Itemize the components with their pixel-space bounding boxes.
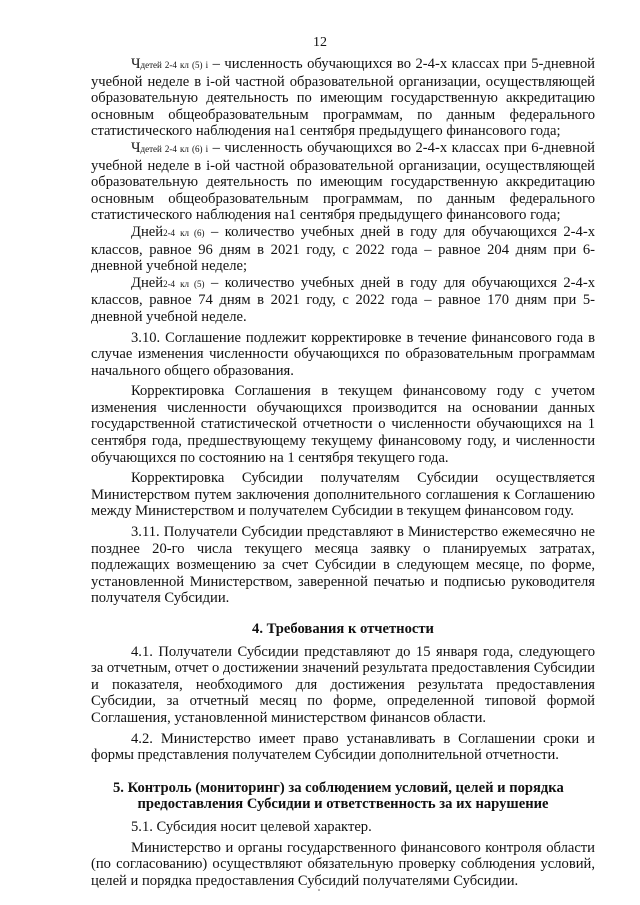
scan-mark: [318, 889, 320, 891]
paragraph-days-6day: [91, 224, 595, 275]
section-5-heading-line2: предоставления Субсидии и ответственность за их нарушение: [137, 796, 549, 813]
paragraph-3-10: 3.10. Соглашение подлежит корректировке в течение финансового года в случае изменения численности обучающихся по образовательным программам начального общего образования.: [91, 329, 595, 379]
formula-subscript: 2-4 кл (6): [163, 227, 205, 238]
formula-subscript: 2-4 кл (5): [163, 278, 205, 289]
paragraph-4-1: 4.1. Получатели Субсидии представляют до 15 января года, следующего за отчетным, отчет о достижении значений результата предоставления Субсидии и показателя, необходимого для достижения результата предоставления Субсидии, за отчетный месяц по форме, определенной типовой формой Соглашения, установленной министерством финансов области.: [91, 643, 595, 726]
formula-subscript: детей 2-4 кл (6) i: [140, 143, 209, 154]
section-5-heading: [91, 780, 595, 813]
paragraph-text: – численность обучающихся во 2-4-х классах при 5-дневной учебной неделе в i-ой частной образовательной организации, осуществляющей образовательную деятельность по имеющим государственную аккредитацию основным общеобразовательным программам, по данным федерального статистического наблюдения на1 сентября предыдущего финансового года;: [91, 56, 595, 140]
paragraph-days-5day: [91, 275, 595, 326]
paragraph-text: – количество учебных дней в году для обучающихся 2-4-х классов, равное 96 дням в 2021 году, с 2022 года – равное 204 дням при 6-дневной учебной неделе;: [91, 223, 595, 275]
paragraph-4-2: 4.2. Министерство имеет право устанавливать в Соглашении сроки и формы представления получателем Субсидии дополнительной отчетности.: [91, 730, 595, 764]
formula-symbol: Дней: [131, 274, 164, 291]
paragraph-text: – численность обучающихся во 2-4-х классах при 6-дневной учебной неделе в i-ой частной образовательной организации, осуществляющей образовательную деятельность по имеющим государственную аккредитацию основным общеобразовательным программам, по данным федерального статистического наблюдения на1 сентября предыдущего финансового года;: [91, 139, 595, 224]
paragraph-children-6day: [91, 140, 595, 224]
section-5-heading-line1: 5. Контроль (мониторинг) за соблюдением условий, целей и порядка: [113, 779, 564, 796]
paragraph-5-control: Министерство и органы государственного финансового контроля области (по согласованию) осуществляют обязательную проверку соблюдения условий, целей и порядка предоставления Субсидий получателями Субсидии.: [91, 839, 595, 889]
formula-subscript: детей 2-4 кл (5) i: [140, 60, 209, 70]
paragraph-5-1: 5.1. Субсидия носит целевой характер.: [131, 818, 372, 835]
formula-symbol: Дней: [131, 223, 164, 240]
formula-symbol: Ч: [131, 56, 141, 72]
page-number: 12: [313, 35, 327, 50]
document-body: [91, 56, 595, 889]
formula-symbol: Ч: [131, 139, 141, 156]
paragraph-correction-agreement: Корректировка Соглашения в текущем финансовому году с учетом изменения численности обучающихся производится на основании данных государственной статистической отчетности о численности обучающихся на 1 сентября года, предшествующему текущему финансовому году, и численности обучающихся по состоянию на 1 сентября текущего года.: [91, 383, 595, 466]
section-4-heading: 4. Требования к отчетности: [252, 621, 434, 637]
paragraph-3-11: 3.11. Получатели Субсидии представляют в Министерство ежемесячно не позднее 20-го числа текущего месяца заявку о планируемых затратах, подлежащих возмещению за счет Субсидии в следующем месяце, по форме, установленной Министерством, заверенной печатью и подписью руководителя получателя Субсидии.: [91, 524, 595, 607]
paragraph-children-5day: [91, 56, 595, 140]
paragraph-correction-subsidy: Корректировка Субсидии получателям Субсидии осуществляется Министерством путем заключения дополнительного соглашения к Соглашению между Министерством и получателем Субсидии в текущем финансовом году.: [91, 470, 595, 520]
paragraph-text: – количество учебных дней в году для обучающихся 2-4-х классов, равное 74 дням в 2021 году, с 2022 года – равное 170 дням при 5-дневной учебной неделе.: [91, 274, 595, 325]
